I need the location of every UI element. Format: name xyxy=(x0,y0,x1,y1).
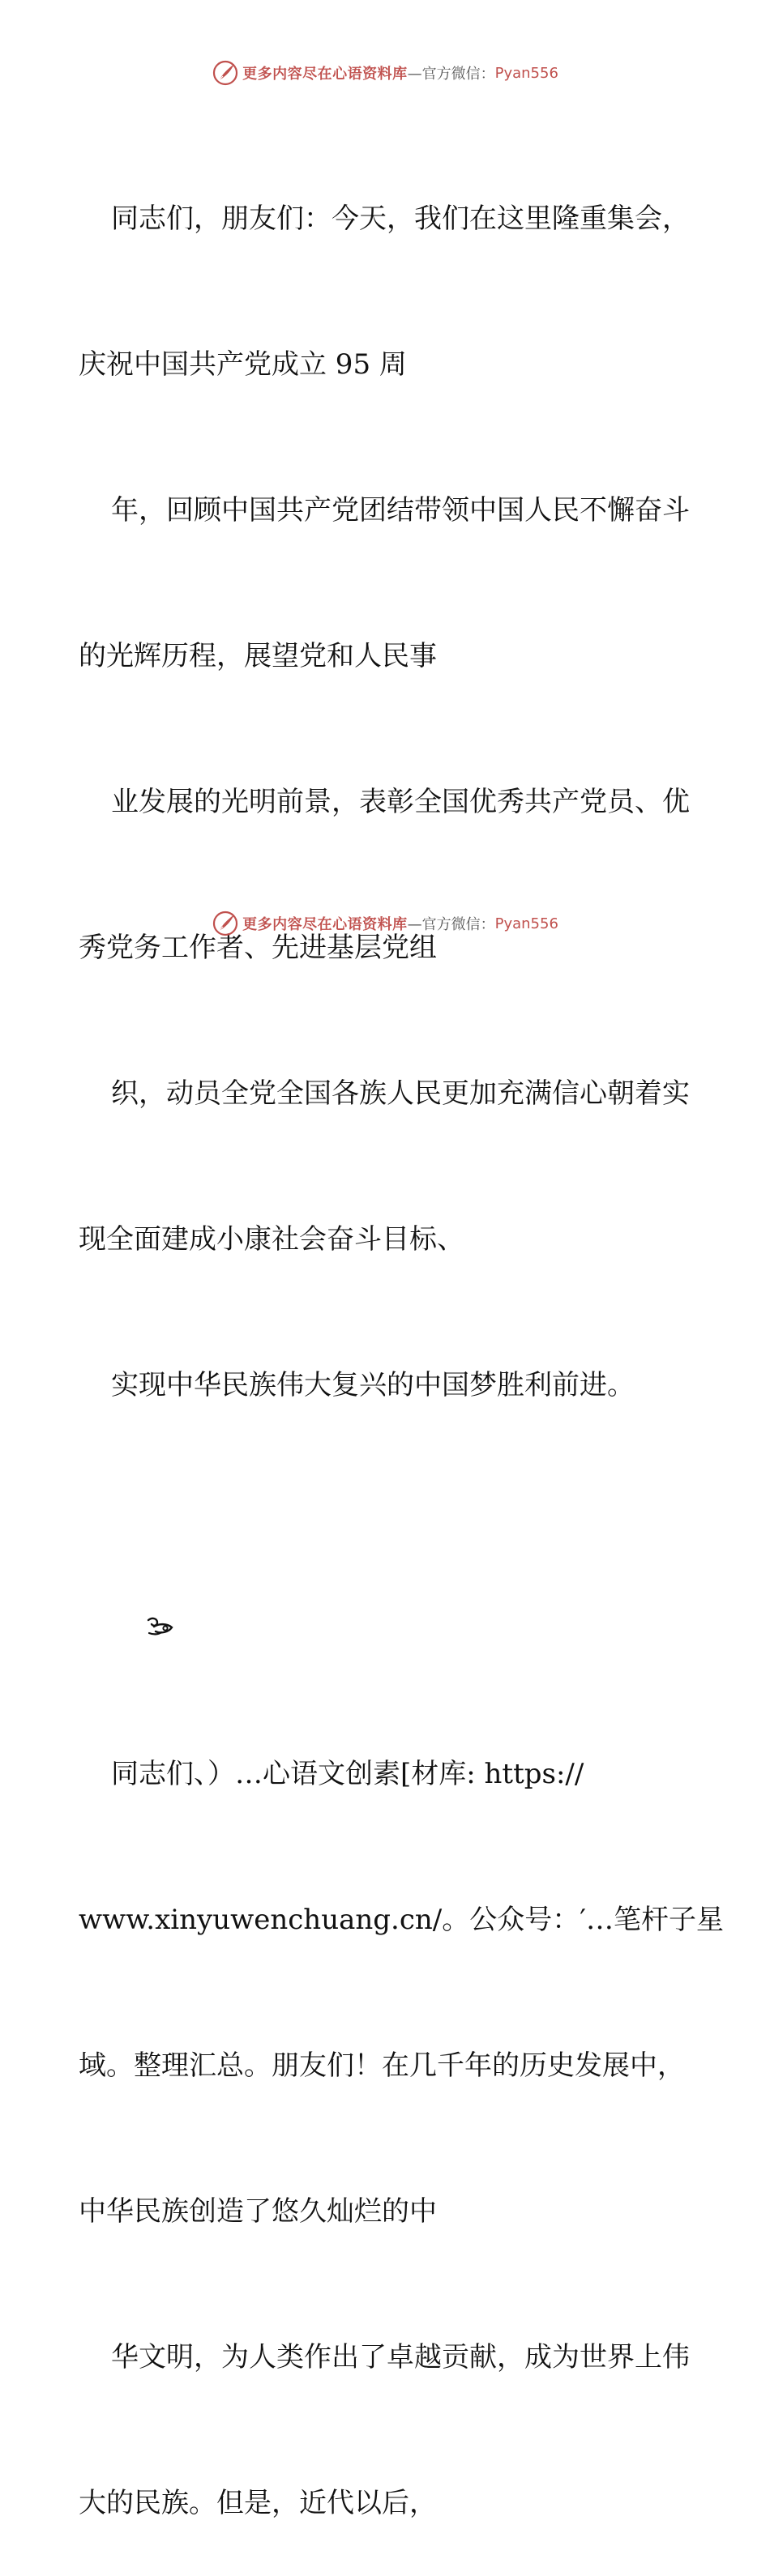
body-line: 秀党务工作者、先进基层党组 xyxy=(79,932,437,964)
body-line: 织，动员全党全国各族人民更加充满信心朝着实 xyxy=(111,1077,690,1110)
header-banner xyxy=(0,57,770,89)
feather-pen-logo-icon xyxy=(212,910,239,937)
body-line: www.xinyuwenchuang.cn/。公众号：′…笔杆子星 xyxy=(79,1904,724,1936)
banner-wechat-label: —官方微信： xyxy=(407,66,495,83)
body-line: 现全面建成小康社会奋斗目标、 xyxy=(79,1223,464,1256)
body-line: 中华民族创造了悠久灿烂的中 xyxy=(79,2195,437,2228)
body-line: 庆祝中国共产党成立 95 周 xyxy=(79,348,407,381)
banner-main-text: 更多内容尽在心语资料库 xyxy=(242,916,408,933)
body-line: 同志们，朋友们：今天，我们在这里隆重集会， xyxy=(111,203,690,235)
body-line: 实现中华民族伟大复兴的中国梦胜利前进。 xyxy=(111,1369,635,1401)
footer-banner xyxy=(0,907,770,940)
body-line: 大的民族。但是，近代以后， xyxy=(79,2487,437,2519)
body-line: 年，回顾中国共产党团结带领中国人民不懈奋斗 xyxy=(111,494,690,527)
document-body xyxy=(79,97,724,2576)
banner-wechat-id: Pyan556 xyxy=(494,64,558,82)
banner-main-text: 更多内容尽在心语资料库 xyxy=(242,66,408,83)
body-line: 华文明，为人类作出了卓越贡献，成为世界上伟 xyxy=(111,2341,690,2373)
feather-pen-logo-icon xyxy=(212,59,239,87)
scroll-ornament-icon xyxy=(79,1555,695,1604)
body-line: 业发展的光明前景，表彰全国优秀共产党员、优 xyxy=(111,786,690,818)
body-line: 的光辉历程，展望党和人民事 xyxy=(79,640,437,672)
body-line: 域。整理汇总。朋友们！在几千年的历史发展中， xyxy=(79,2049,685,2082)
body-line: 同志们、）…心语文创素[材库: https:// xyxy=(111,1758,584,1790)
banner-wechat-id: Pyan556 xyxy=(494,915,558,932)
banner-wechat-label: —官方微信： xyxy=(407,916,495,933)
